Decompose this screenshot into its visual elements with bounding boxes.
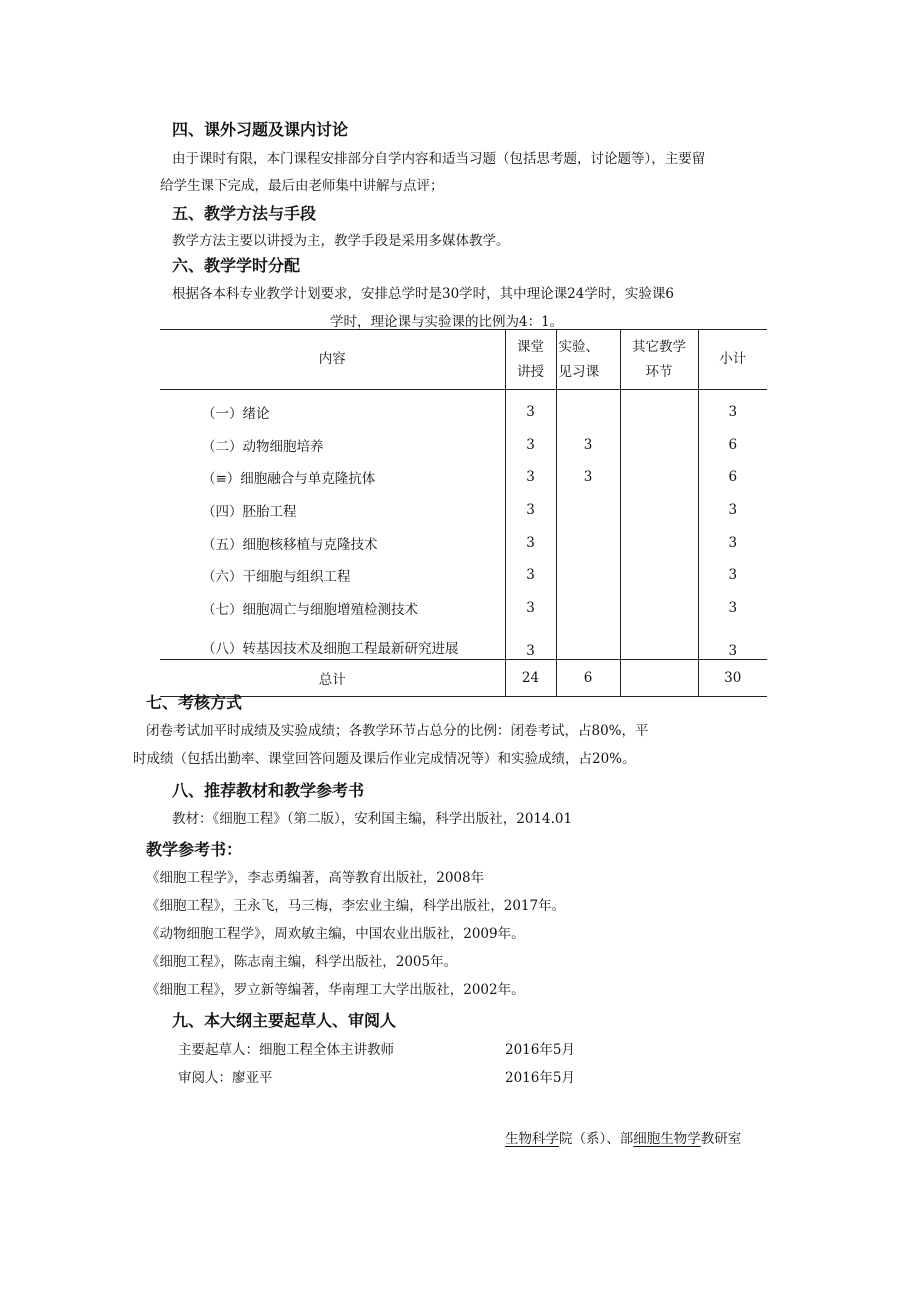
drafter: 主要起草人：细胞工程全体主讲教师 [178, 1042, 394, 1058]
row-subtotal: 3 [698, 396, 767, 429]
section-4-text-line-2: 给学生课下完成，最后由老师集中讲解与点评； [160, 178, 444, 194]
section-6-title: 六、教学学时分配 [172, 256, 301, 275]
row-other [620, 494, 698, 527]
row-name: （一）绪论 [202, 406, 270, 423]
row-lecture: 3 [505, 526, 556, 559]
section-7-text-line-1: 闭卷考试加平时成绩及实验成绩；各教学环节占总分的比例：闭卷考试，占80%，平 [146, 723, 649, 739]
table-header-row [160, 330, 767, 390]
row-subtotal: 3 [698, 592, 767, 625]
total-other [620, 659, 698, 696]
row-subtotal: 6 [698, 429, 767, 462]
reference-books-title: 教学参考书： [146, 840, 243, 859]
footer-college: 生物科学 [505, 1131, 559, 1147]
row-other [620, 396, 698, 429]
row-lecture: 3 [505, 624, 556, 659]
table-row [160, 526, 767, 559]
row-name: （≡）细胞融合与单克隆抗体 [202, 471, 376, 488]
row-name: （八）转基因技术及细胞工程最新研究进展 [202, 640, 459, 657]
row-lecture: 3 [505, 429, 556, 462]
header-subtotal: 小计 [698, 330, 767, 390]
row-other [620, 429, 698, 462]
table-row [160, 559, 767, 592]
total-lab: 6 [556, 659, 620, 696]
section-4-text-line-1: 由于课时有限，本门课程安排部分自学内容和适当习题（包括思考题，讨论题等），主要留 [172, 151, 706, 167]
reviewer-date: 2016年5月 [505, 1070, 575, 1086]
row-lab [556, 592, 620, 625]
table-row [160, 592, 767, 625]
header-content: 内容 [160, 330, 505, 390]
row-lab: 3 [556, 461, 620, 494]
row-lab [556, 396, 620, 429]
header-other: 其它教学 环节 [620, 330, 698, 390]
row-lecture: 3 [505, 592, 556, 625]
row-other [620, 526, 698, 559]
row-name: （五）细胞核移植与克隆技术 [202, 536, 378, 553]
reference-item: 《细胞工程》，陈志南主编，科学出版社，2005年。 [146, 954, 458, 970]
hours-table [160, 329, 767, 697]
row-lab: 3 [556, 429, 620, 462]
header-lab: 实验、 见习课 [556, 330, 620, 390]
textbook: 教材：《细胞工程》（第二版），安利国主编，科学出版社，2014.01 [172, 811, 573, 827]
row-name: （四）胚胎工程 [202, 504, 297, 521]
row-name: （二）动物细胞培养 [202, 438, 324, 455]
reviewer: 审阅人：廖亚平 [178, 1070, 273, 1086]
table-row [160, 396, 767, 429]
section-7-title: 七、考核方式 [146, 693, 243, 712]
footer-section-suffix: 教研室 [700, 1131, 742, 1147]
footer-college-suffix: 院（系）、部 [559, 1131, 634, 1147]
table-row [160, 494, 767, 527]
reference-item: 《细胞工程》，罗立新等编著，华南理工大学出版社，2002年。 [146, 982, 525, 998]
table-row [160, 461, 767, 494]
row-lab [556, 526, 620, 559]
table-total-row [160, 659, 767, 696]
row-lecture: 3 [505, 396, 556, 429]
row-lab [556, 494, 620, 527]
row-other [620, 624, 698, 659]
row-lab [556, 559, 620, 592]
section-5-title: 五、教学方法与手段 [172, 204, 317, 223]
department-footer [505, 1127, 741, 1147]
section-7-text-line-2: 时成绩（包括出勤率、课堂回答问题及课后作业完成情况等）和实验成绩，占20%。 [133, 751, 636, 767]
row-subtotal: 3 [698, 624, 767, 659]
total-lecture: 24 [505, 659, 556, 696]
table-row [160, 429, 767, 462]
row-other [620, 461, 698, 494]
total-subtotal: 30 [698, 659, 767, 696]
row-other [620, 559, 698, 592]
row-other [620, 592, 698, 625]
row-lab [556, 624, 620, 659]
row-subtotal: 6 [698, 461, 767, 494]
row-subtotal: 3 [698, 526, 767, 559]
section-4-title: 四、课外习题及课内讨论 [172, 120, 349, 139]
section-6-text-line-2: 学时，理论课与实验课的比例为4：1。 [330, 314, 564, 330]
row-subtotal: 3 [698, 494, 767, 527]
table-row [160, 624, 767, 659]
drafter-date: 2016年5月 [505, 1042, 575, 1058]
total-label: 总计 [160, 659, 505, 696]
reference-item: 《细胞工程》，王永飞，马三梅，李宏业主编，科学出版社，2017年。 [146, 898, 566, 914]
section-5-text-line-1: 教学方法主要以讲授为主，教学手段是采用多媒体教学。 [172, 233, 510, 249]
row-name: （六）干细胞与组织工程 [202, 569, 351, 586]
row-lecture: 3 [505, 559, 556, 592]
section-6-text-line-1: 根据各本科专业教学计划要求，安排总学时是30学时，其中理论课24学时，实验课6 [172, 286, 674, 302]
row-lecture: 3 [505, 494, 556, 527]
header-lecture: 课堂 讲授 [505, 330, 556, 390]
footer-section: 细胞生物学 [633, 1131, 701, 1147]
reference-item: 《细胞工程学》，李志勇编著，高等教育出版社，2008年 [146, 870, 485, 886]
row-name: （七）细胞凋亡与细胞增殖检测技术 [202, 601, 418, 618]
row-lecture: 3 [505, 461, 556, 494]
row-subtotal: 3 [698, 559, 767, 592]
section-8-title: 八、推荐教材和教学参考书 [172, 781, 365, 800]
reference-item: 《动物细胞工程学》，周欢敏主编，中国农业出版社，2009年。 [146, 926, 525, 942]
section-9-title: 九、本大纲主要起草人、审阅人 [172, 1011, 397, 1030]
